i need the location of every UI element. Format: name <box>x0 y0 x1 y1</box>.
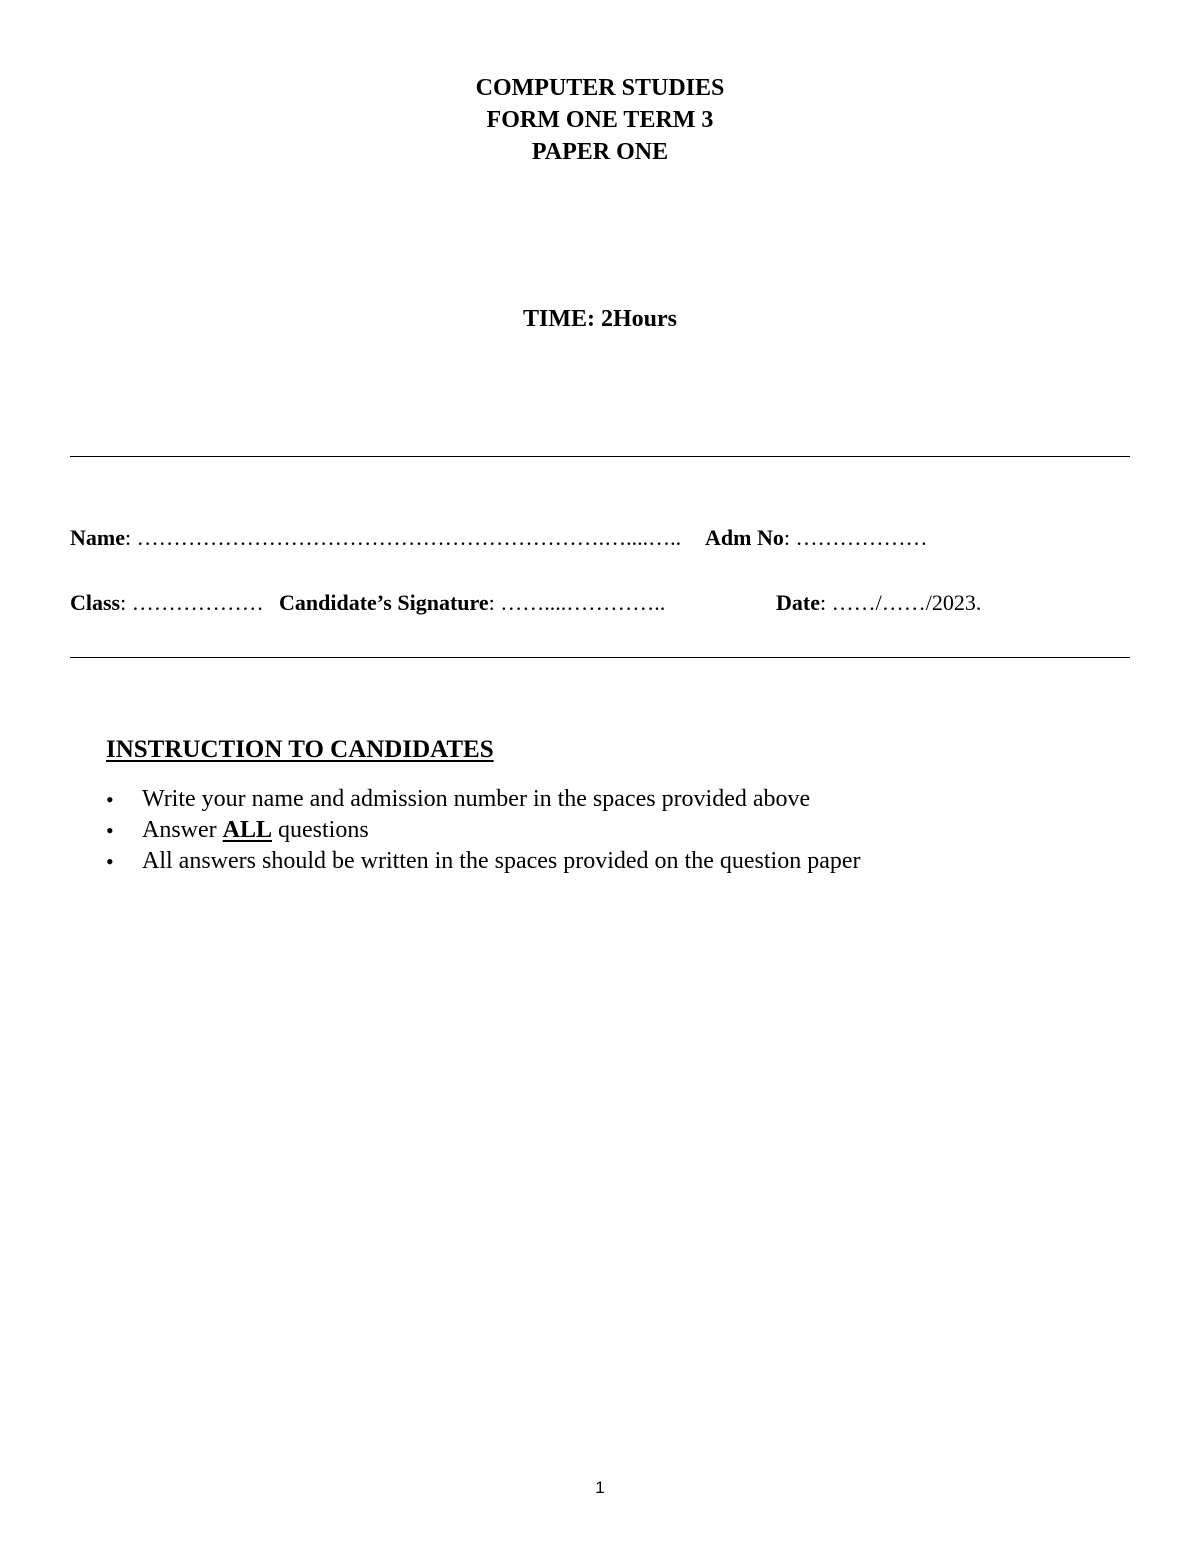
instruction-emphasis: ALL <box>222 817 273 843</box>
adm-no-label: Adm No <box>705 525 784 550</box>
instructions-heading: INSTRUCTION TO CANDIDATES <box>106 736 494 763</box>
divider-top <box>70 456 1130 457</box>
signature-field[interactable] <box>279 589 665 617</box>
date-field[interactable] <box>776 589 981 617</box>
signature-label: Candidate’s Signature <box>279 590 489 615</box>
list-item <box>106 846 861 877</box>
divider-bottom <box>70 657 1130 658</box>
list-item <box>106 784 861 815</box>
name-fill: : ……………………………………………………….…....….. <box>124 525 682 550</box>
title-form-term: FORM ONE TERM 3 <box>486 107 714 133</box>
page-number: 1 <box>595 1478 605 1497</box>
exam-time: TIME: 2Hours <box>522 306 677 332</box>
name-label: Name <box>70 525 125 550</box>
adm-no-field[interactable] <box>705 524 927 552</box>
date-label: Date <box>776 590 820 615</box>
bullet-icon: • <box>106 849 114 874</box>
list-item <box>106 815 861 846</box>
class-field[interactable] <box>70 589 264 617</box>
bullet-icon: • <box>106 818 114 843</box>
date-fill: : ……/……/2023. <box>819 590 982 615</box>
class-label: Class <box>70 590 121 615</box>
title-paper: PAPER ONE <box>531 139 669 165</box>
signature-fill: : ……....………….. <box>488 590 666 615</box>
instruction-text: All answers should be written in the spaces provided on the question paper <box>142 848 861 874</box>
instruction-text: Write your name and admission number in the spaces provided above <box>142 786 811 812</box>
title-subject: COMPUTER STUDIES <box>475 75 725 101</box>
instructions-list <box>106 784 861 877</box>
name-field[interactable] <box>70 524 681 552</box>
instruction-text-before: Answer <box>142 817 223 843</box>
bullet-icon: • <box>106 787 114 812</box>
instruction-text-after: questions <box>272 817 369 843</box>
class-fill: : ……………… <box>120 590 264 615</box>
adm-no-fill: : ……………… <box>783 525 928 550</box>
